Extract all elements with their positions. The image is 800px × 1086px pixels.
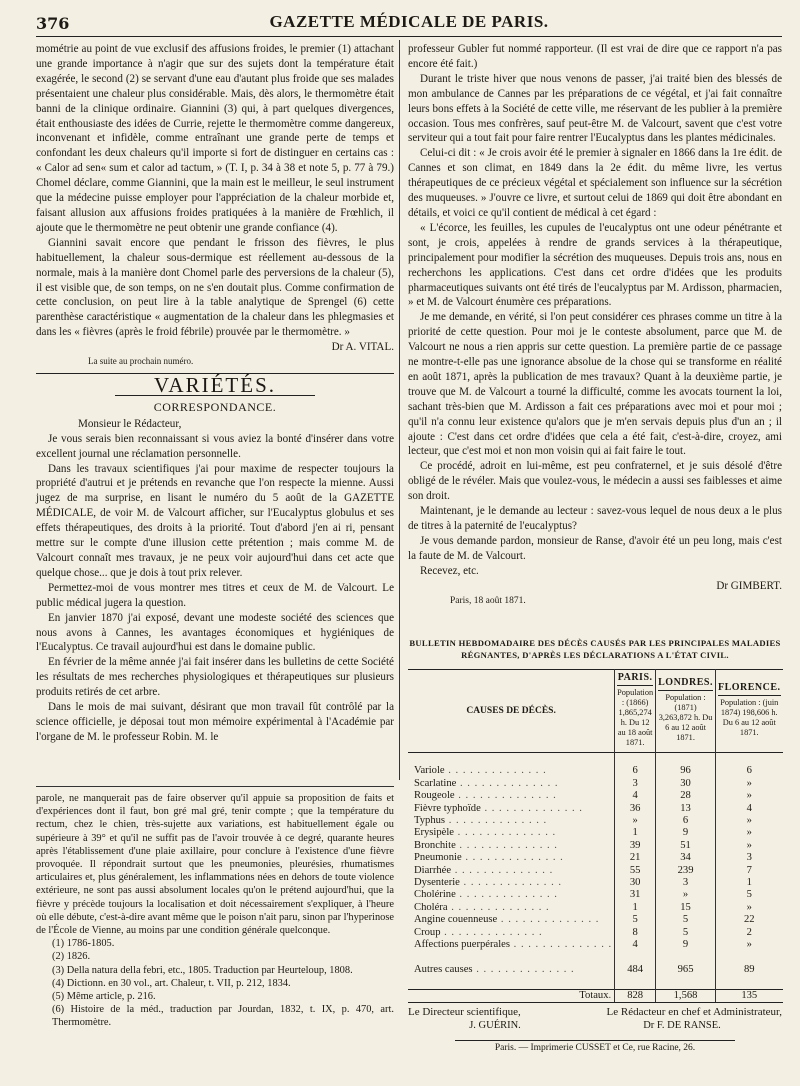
count-cell: 5 xyxy=(615,914,656,926)
count-cell: 5 xyxy=(656,927,716,939)
cause-label: Cholérine xyxy=(414,889,456,901)
footnote-item: (2) 1826. xyxy=(52,951,91,963)
count-cell: 3 xyxy=(715,852,782,864)
table-row xyxy=(408,790,783,802)
leader-dots: . . . . . . . . . . . . . . xyxy=(497,914,600,926)
city-name: PARIS. xyxy=(617,670,653,686)
count-cell: 89 xyxy=(715,964,782,976)
footnote-item: (3) Della natura della febri, etc., 1805. Traduction par Heurteloup, 1808. xyxy=(52,964,353,976)
cause-cell xyxy=(408,889,615,901)
letter-paragraph: Durant le triste hiver que nous venons de passer, j'ai traité bien des blessés de mon ambulance de Cannes par les préparations de ce végétal, et j'ai fait connaître leurs bons effets à la Société de cette ville, me réservant de les publier à la première occasion. Tous mes confrères, sauf peut-être M. de Valcourt, savent que c'est votre serviteur qui a tout fait pour faire rentrer l'Eucalyptus dans les plantes médicinales. xyxy=(408,72,782,145)
letter-paragraph: Ce procédé, adroit en lui-même, est peu confraternel, et je suis désolé d'être obligé de le révéler. Mais que voulez-vous, le médecin a aussi ses faiblesses et aime son droit. xyxy=(408,460,782,503)
count-cell: 2 xyxy=(715,927,782,939)
leader-dots: . . . . . . . . . . . . . . xyxy=(456,777,559,789)
count-cell: » xyxy=(615,815,656,827)
count-cell: 484 xyxy=(615,964,656,976)
count-cell: 22 xyxy=(715,914,782,926)
count-cell: 3 xyxy=(656,877,716,889)
cause-cell xyxy=(408,989,615,1002)
editorial-credits xyxy=(408,1006,782,1032)
right-column xyxy=(408,42,782,608)
leader-dots: . . . . . . . . . . . . . . xyxy=(459,877,563,889)
footnote-continuation: parole, ne manquerait pas de faire observer qu'il appuie sa proposition de faits et d'expériences dont il faut, bon gré mal gré, tenir compte ; que la température du rectum, chez le chien, très-sujette aux variations, est habituellement égale ou supérieure à 39° et qu'il ne suffit pas de l'avoir trouvée à ce degré, quarante heures après l'établissement d'une plaie axillaire, pour conclure à l'existence d'une fièvre provoquée. Il répondrait surtout que les pneumonies, pleurésies, rhumatismes articulaires et, plus généralement, les inflammations nées en dehors de toute violence extérieure, ne sont pas aussi absolument locales qu'on le prétend aujourd'hui, que la fièvre y précède toujours la localisation et doit nécessairement s'expliquer, à l'heure où elle débute, c'est-à-dire avant même que le poison n'ait paru, sinon par l'hyperinose de l'École de Vienne, au moins par une condition générale quelconque. xyxy=(36,793,394,937)
leader-dots: . . . . . . . . . . . . . . xyxy=(447,901,550,913)
page-header xyxy=(36,12,782,34)
count-cell: 1 xyxy=(615,827,656,839)
mortality-table xyxy=(408,669,783,1003)
letter-paragraph: Maintenant, je le demande au lecteur : savez-vous lequel de nous deux a le plus de titres à la paternité de l'eucalyptus? xyxy=(408,505,782,532)
count-cell: 239 xyxy=(656,865,716,877)
cause-label: Affections puerpérales xyxy=(414,939,510,951)
footnote-list xyxy=(36,937,394,1029)
count-cell: 1,568 xyxy=(656,989,716,1002)
count-cell: 828 xyxy=(615,989,656,1002)
table-row xyxy=(408,815,783,827)
count-cell: 55 xyxy=(615,865,656,877)
city-name: LONDRES. xyxy=(658,675,713,691)
count-cell: 36 xyxy=(615,803,656,815)
continuation-note: La suite au prochain numéro. xyxy=(88,356,194,367)
director-name: J. GUÉRIN. xyxy=(469,1020,521,1032)
city-column xyxy=(656,670,716,753)
count-cell: 34 xyxy=(656,852,716,864)
printer-imprint: Paris. — Imprimerie CUSSET et Ce, rue Racine, 26. xyxy=(455,1040,735,1053)
causes-header: CAUSES DE DÉCÈS. xyxy=(466,706,556,716)
letter-paragraph: professeur Gubler fut nommé rapporteur. (Il est vrai de dire que ce rapport n'a pas encore été fait.) xyxy=(408,43,782,70)
cause-label: Diarrhée xyxy=(414,864,452,876)
letter-date: Paris, 18 août 1871. xyxy=(450,595,526,606)
director-title: Le Directeur scientifique, xyxy=(408,1006,521,1019)
table-row xyxy=(408,778,783,790)
leader-dots: . xyxy=(608,989,613,1001)
cause-label: Dysenterie xyxy=(414,877,460,889)
article-paragraph: mométrie au point de vue exclusif des affusions froides, le premier (1) attachant une grande importance à n'agir que sur des sujets dont la température était exagérée, le second (2) se servant d'une eau d'autant plus froide que ses malades présentaient une chaleur plus considérable. Mais, dès alors, le thermomètre était banni de la clinique ordinaire. Giannini (3) qui, à part quelques divergences, était enthousiaste des idées de Currie, rejette le thermomètre comme dangereux, inconvenant et infidèle, comme entraînant une grande perte de temps et confondant les deux chaleurs qu'il importe si fort de distinguer en certains cas : « Calor ad sen« sum et calor ad tactum, » (T. I, p. 34 à 38 et note 5, p. 77 à 79.) Chomel déclare, comme Giannini, que la main est le meilleur, le seul instrument que la médecine puisse employer pour l'appréciation de la chaleur morbide et, faisant allusion aux affusions froides pratiquées à la manière de Frœhlich, il ajoute que le thermomètre ne peut obtenir une grande confiance (4). xyxy=(36,43,394,234)
cause-label: Erysipèle xyxy=(414,827,455,839)
city-column xyxy=(615,670,656,753)
cause-label: Choléra xyxy=(414,901,448,913)
count-cell: 51 xyxy=(656,840,716,852)
subsection-title: CORRESPONDANCE. xyxy=(153,399,277,414)
leader-dots: . . . . . . . . . . . . . . xyxy=(461,852,564,864)
city-name: FLORENCE. xyxy=(718,680,781,696)
count-cell: 4 xyxy=(715,803,782,815)
cause-label: Angine couenneuse xyxy=(414,914,498,926)
letter-paragraph: Permettez-moi de vous montrer mes titres et ceux de M. de Valcourt. Le public médical jugera la question. xyxy=(36,581,394,609)
cause-cell xyxy=(408,815,615,827)
cause-label: Fièvre typhoïde xyxy=(414,802,481,814)
letter-closing: Recevez, etc. xyxy=(420,564,479,577)
letter-paragraph: Je vous serais bien reconnaissant si vous aviez la bonté d'insérer dans votre excellent journal une réclamation personnelle. xyxy=(36,432,394,460)
cause-label: Rougeole xyxy=(414,790,455,802)
count-cell: 1 xyxy=(615,902,656,914)
count-cell: 9 xyxy=(656,939,716,951)
count-cell: 30 xyxy=(656,778,716,790)
count-cell: » xyxy=(715,790,782,802)
count-cell: 39 xyxy=(615,840,656,852)
count-cell: 1 xyxy=(715,877,782,889)
table-row xyxy=(408,803,783,815)
letter-paragraph: En janvier 1870 j'ai exposé, devant une modeste société des sciences que nous avons à Cannes, les avantages économiques et hygiéniques de l'Eucalyptus. Ce travail aujourd'hui est dans le domaine public. xyxy=(36,611,394,654)
table-row xyxy=(408,889,783,901)
editor-name: Dr F. DE RANSE. xyxy=(643,1020,721,1032)
count-cell: » xyxy=(715,778,782,790)
article-paragraph: Giannini savait encore que pendant le frisson des fièvres, le plus habituellement, la chaleur sous-dermique est réellement au-dessous de la normale, mais à la manière dont Chomel parle des perversions de la chaleur (5), il est visible que, de son temps, on ne s'en doutait plus. Comme confirmation de cette conclusion, on peut lire à la table analytique de Sprengel (6) cette parenthèse caractéristique « augmentation de la chaleur dans les phlegmasies et dans les « fièvres (après le froid fébrile) prouvée par le thermomètre. » xyxy=(36,236,394,339)
table-row xyxy=(408,964,783,976)
page-number: 376 xyxy=(36,14,70,33)
count-cell: » xyxy=(715,827,782,839)
count-cell: 96 xyxy=(656,765,716,777)
footnote-item: (1) 1786-1805. xyxy=(52,938,115,950)
cause-cell xyxy=(408,964,615,976)
footnote-item: (6) Histoire de la méd., traduction par Jourdan, 1832, t. IX, p. 470, art. Thermomètre. xyxy=(52,1004,394,1029)
table-row xyxy=(408,827,783,839)
mortality-bulletin xyxy=(408,638,782,1053)
count-cell: 8 xyxy=(615,927,656,939)
count-cell: 3 xyxy=(615,778,656,790)
letter-paragraph: Dans les travaux scientifiques j'ai pour maxime de respecter toujours la propriété d'autrui et je prétends en revanche que l'on respecte la mienne. Aussi jugez de ma surprise, en lisant le numéro du 5 août de la GAZETTE MÉDICALE, de voir M. de Valcourt afficher, sur l'Eucalyptus globulus et ses effets thérapeutiques, des droits à la priorité. Tout d'abord j'en ai ri, pensant mettre sur le compte d'une illusion cette prétention ; mais comme M. de Valcourt connaît mes travaux, je ne peux voir aujourd'hui dans cet acte que quelque chose... que je dois à tout prix relever. xyxy=(36,462,394,579)
cause-label: Pneumonie xyxy=(414,852,462,864)
count-cell: 7 xyxy=(715,865,782,877)
header-rule xyxy=(36,36,782,37)
quoted-paragraph: « L'écorce, les feuilles, les cupules de l'eucalyptus ont une odeur pénétrante et sont, je crois, appelées à rendre de grands services à la thérapeutique, principalement pour modifier la sécrétion des muqueuses. Depuis trois ans, nous en recherchons les applications. C'est dans cet ordre d'idées que les produits pharmaceutiques suivants ont été tirés de l'eucalyptus par M. Ardisson, pharmacien, » et M. de Valcourt énumère ces préparations. xyxy=(408,221,782,309)
bulletin-title: BULLETIN HEBDOMADAIRE DES DÉCÈS CAUSÉS PAR LES PRINCIPALES MALADIES RÉGNANTES, D'APRÈS LES DÉCLARATIONS A L'ÉTAT CIVIL. xyxy=(409,638,781,660)
cause-cell xyxy=(408,914,615,926)
footnote-item: (5) Même article, p. 216. xyxy=(52,991,156,1003)
leader-dots: . . . . . . . . . . . . . . xyxy=(472,963,575,975)
count-cell: 6 xyxy=(715,765,782,777)
salutation: Monsieur le Rédacteur, xyxy=(78,417,182,430)
letter-paragraph: Celui-ci dit : « Je crois avoir été le premier à signaler en 1866 dans la 1re édit. de Cannes et son climat, en 1849 dans la 2e édit. du même livre, les vertus thérapeutiques de ce précieux végétal et spécialement son influence sur la sécrétion des muqueuses. » J'ouvre ce livre, et surtout celui de 1869 qui doit être abondant en détails, et voici ce qu'il contient de médical à cet égard : xyxy=(408,147,782,219)
city-population: Population : (1866) 1,865,274 h. Du 12 au 18 août 1871. xyxy=(617,688,654,747)
count-cell: » xyxy=(715,902,782,914)
table-row xyxy=(408,765,783,777)
count-cell: 6 xyxy=(615,765,656,777)
count-cell: » xyxy=(656,889,716,901)
leader-dots: . . . . . . . . . . . . . . xyxy=(451,864,554,876)
footnote-rule xyxy=(36,786,394,787)
table-row xyxy=(408,939,783,951)
cause-cell xyxy=(408,939,615,951)
author-signature: Dr A. VITAL. xyxy=(331,341,394,354)
table-row xyxy=(408,852,783,864)
count-cell: 4 xyxy=(615,790,656,802)
cause-label: Autres causes xyxy=(414,963,473,975)
footnote-item: (4) Dictionn. en 30 vol., art. Chaleur, t. VII, p. 212, 1834. xyxy=(52,977,291,989)
cause-label: Variole xyxy=(414,765,445,777)
table-row xyxy=(408,902,783,914)
cause-cell xyxy=(408,840,615,852)
city-population: Population : (1871) 3,263,872 h. Du 6 au 12 août 1871. xyxy=(658,693,713,742)
section-title-varietes: VARIÉTÉS. xyxy=(153,373,277,398)
count-cell: 28 xyxy=(656,790,716,802)
count-cell: 5 xyxy=(656,914,716,926)
count-cell: 30 xyxy=(615,877,656,889)
letter-paragraph: Dans le mois de mai suivant, désirant que mon travail fût contrôlé par la science officielle, je déposai tout mon mémoire expérimental à l'Académie par l'organe de M. le professeur Robin. M. le xyxy=(36,701,394,743)
table-row xyxy=(408,914,783,926)
leader-dots: . . . . . . . . . . . . . . xyxy=(454,790,557,802)
editor-title: Le Rédacteur en chef et Administrateur, xyxy=(606,1006,782,1019)
leader-dots: . . . . . . . . . . . . . . xyxy=(445,815,548,827)
count-cell: » xyxy=(715,815,782,827)
letter-signature: Dr GIMBERT. xyxy=(716,579,782,592)
leader-dots: . . . . . . . . . . . . . . xyxy=(455,839,558,851)
count-cell: 15 xyxy=(656,902,716,914)
table-row xyxy=(408,927,783,939)
cause-label: Croup xyxy=(414,926,441,938)
cause-cell xyxy=(408,803,615,815)
cause-label: Scarlatine xyxy=(414,777,457,789)
column-divider xyxy=(399,40,400,780)
cause-cell xyxy=(408,852,615,864)
leader-dots: . . . . . . . . . . . . . . xyxy=(480,802,583,814)
count-cell: 135 xyxy=(715,989,782,1002)
cause-cell xyxy=(408,902,615,914)
leader-dots: . . . . . . . . . . . . . . xyxy=(455,889,558,901)
cause-cell xyxy=(408,877,615,889)
city-population: Population : (juin 1874) 198,606 h. Du 6 au 12 août 1871. xyxy=(720,698,779,737)
totals-row xyxy=(408,989,783,1002)
count-cell: 9 xyxy=(656,827,716,839)
count-cell: 965 xyxy=(656,964,716,976)
cause-cell xyxy=(408,765,615,777)
city-column xyxy=(715,670,782,753)
count-cell: 13 xyxy=(656,803,716,815)
cause-cell xyxy=(408,865,615,877)
letter-paragraph: Je me demande, en vérité, si l'on peut considérer ces phrases comme un titre à la priorité de cette question. Pour moi je le conteste absolument, parce que M. de Valcourt ne nous a rien appris sur cette question. La première partie de ce passage ne montre-t-elle pas une ignorance absolue de la chose qui se transforme en réalité en août 1871, après la publication de mes travaux? Quant à la deuxième partie, je trouve que M. de Valcourt a tourné la difficulté, comme les avocats tournent la loi, sachant très-bien que M. Ardisson a fait ces préparations avec moi et pour moi ; qu'il n'a connu leur existence qu'alors que je m'en servais depuis plus d'un an ; il ajoute : C'est dans cet ordre d'idées que cela a été fait, c'est-à-dire, croyez, ami lecteur, que c'est moi et non mon voisin qui ai fait faire le tout. xyxy=(408,311,782,458)
left-column xyxy=(36,42,394,745)
cause-cell xyxy=(408,827,615,839)
cause-cell xyxy=(408,790,615,802)
leader-dots: . . . . . . . . . . . . . . xyxy=(444,765,547,777)
count-cell: 6 xyxy=(656,815,716,827)
leader-dots: . . . . . . . . . . . . . . xyxy=(454,827,557,839)
count-cell: 5 xyxy=(715,889,782,901)
cause-label: Typhus xyxy=(414,815,446,827)
leader-dots: . . . . . . . . . . . . . . xyxy=(510,939,613,951)
cause-label: Bronchite xyxy=(414,839,456,851)
table-row xyxy=(408,840,783,852)
count-cell: » xyxy=(715,840,782,852)
journal-title: GAZETTE MÉDICALE DE PARIS. xyxy=(269,12,549,31)
count-cell: » xyxy=(715,939,782,951)
cause-cell xyxy=(408,778,615,790)
cause-cell xyxy=(408,927,615,939)
cause-label: Totaux xyxy=(579,989,609,1001)
count-cell: 21 xyxy=(615,852,656,864)
mortality-rows xyxy=(408,753,783,1003)
table-row xyxy=(408,865,783,877)
count-cell: 31 xyxy=(615,889,656,901)
letter-paragraph: Je vous demande pardon, monsieur de Ranse, d'avoir été un peu long, mais c'est la faute de M. de Valcourt. xyxy=(408,534,782,562)
leader-dots: . . . . . . . . . . . . . . xyxy=(440,926,543,938)
letter-paragraph: En février de la même année j'ai fait insérer dans les bulletins de cette Société les résultats de mes recherches physiologiques et thérapeutiques sur plusieurs produits retirés de cet arbre. xyxy=(36,656,394,699)
table-row xyxy=(408,877,783,889)
footnotes xyxy=(36,792,394,1030)
count-cell: 4 xyxy=(615,939,656,951)
